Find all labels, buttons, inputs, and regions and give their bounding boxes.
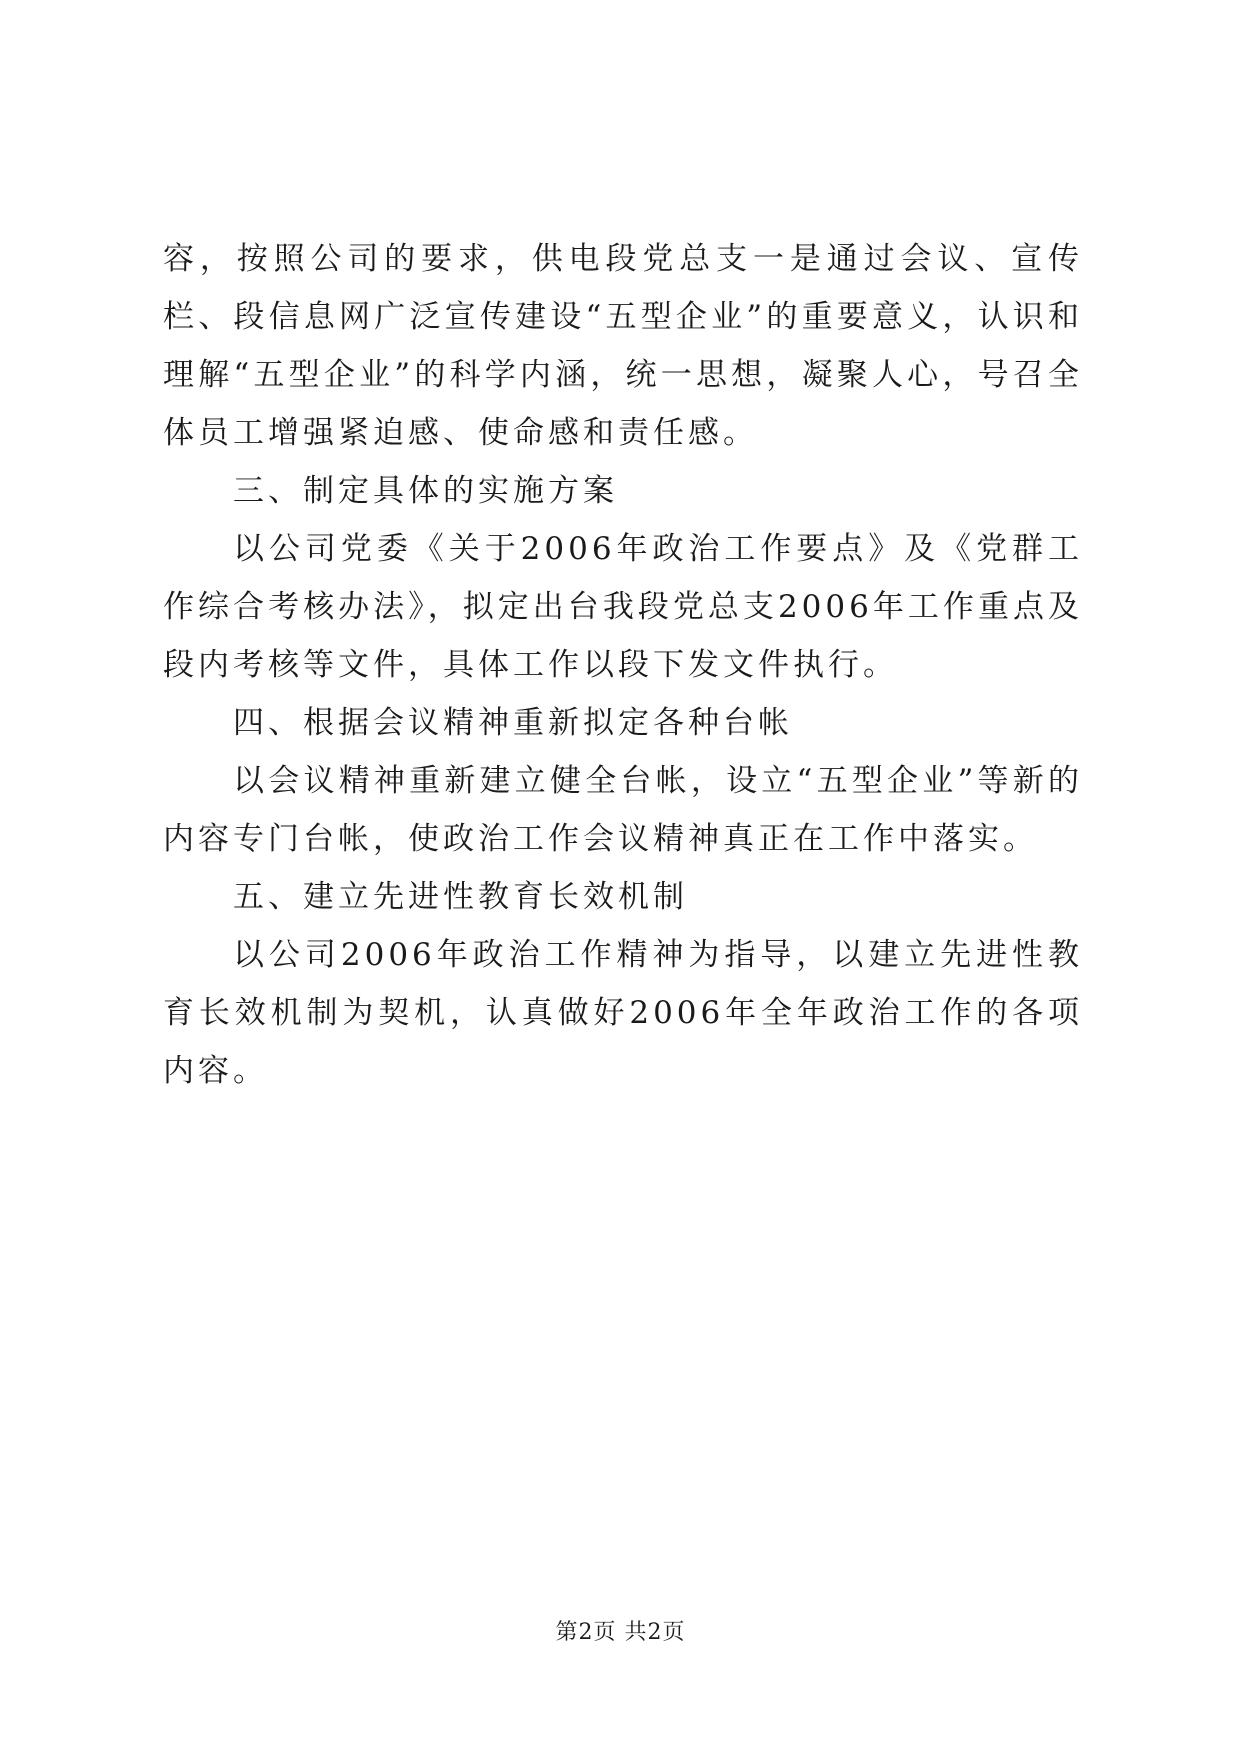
paragraph-section-3: 以公司党委《关于2006年政治工作要点》及《党群工作综合考核办法》，拟定出台我段党总支2006年工作重点及段内考核等文件，具体工作以段下发文件执行。 — [163, 531, 1083, 683]
paragraph-section-4: 以会议精神重新建立健全台帐，设立“五型企业”等新的内容专门台帐，使政治工作会议精神真正在工作中落实。 — [163, 763, 1083, 857]
section-heading-5: 五、建立先进性教育长效机制 — [233, 879, 688, 915]
section-heading-4: 四、根据会议精神重新拟定各种台帐 — [233, 705, 793, 741]
document-body — [163, 230, 1083, 1100]
page-number-footer: 第2页 共2页 — [555, 1620, 686, 1645]
paragraph-section-5: 以公司2006年政治工作精神为指导，以建立先进性教育长效机制为契机，认真做好2006年全年政治工作的各项内容。 — [163, 937, 1083, 1089]
paragraph-continuation: 容，按照公司的要求，供电段党总支一是通过会议、宣传栏、段信息网广泛宣传建设“五型企业”的重要意义，认识和理解“五型企业”的科学内涵，统一思想，凝聚人心，号召全体员工增强紧迫感、使命感和责任感。 — [163, 241, 1083, 451]
section-heading-3: 三、制定具体的实施方案 — [233, 473, 618, 509]
